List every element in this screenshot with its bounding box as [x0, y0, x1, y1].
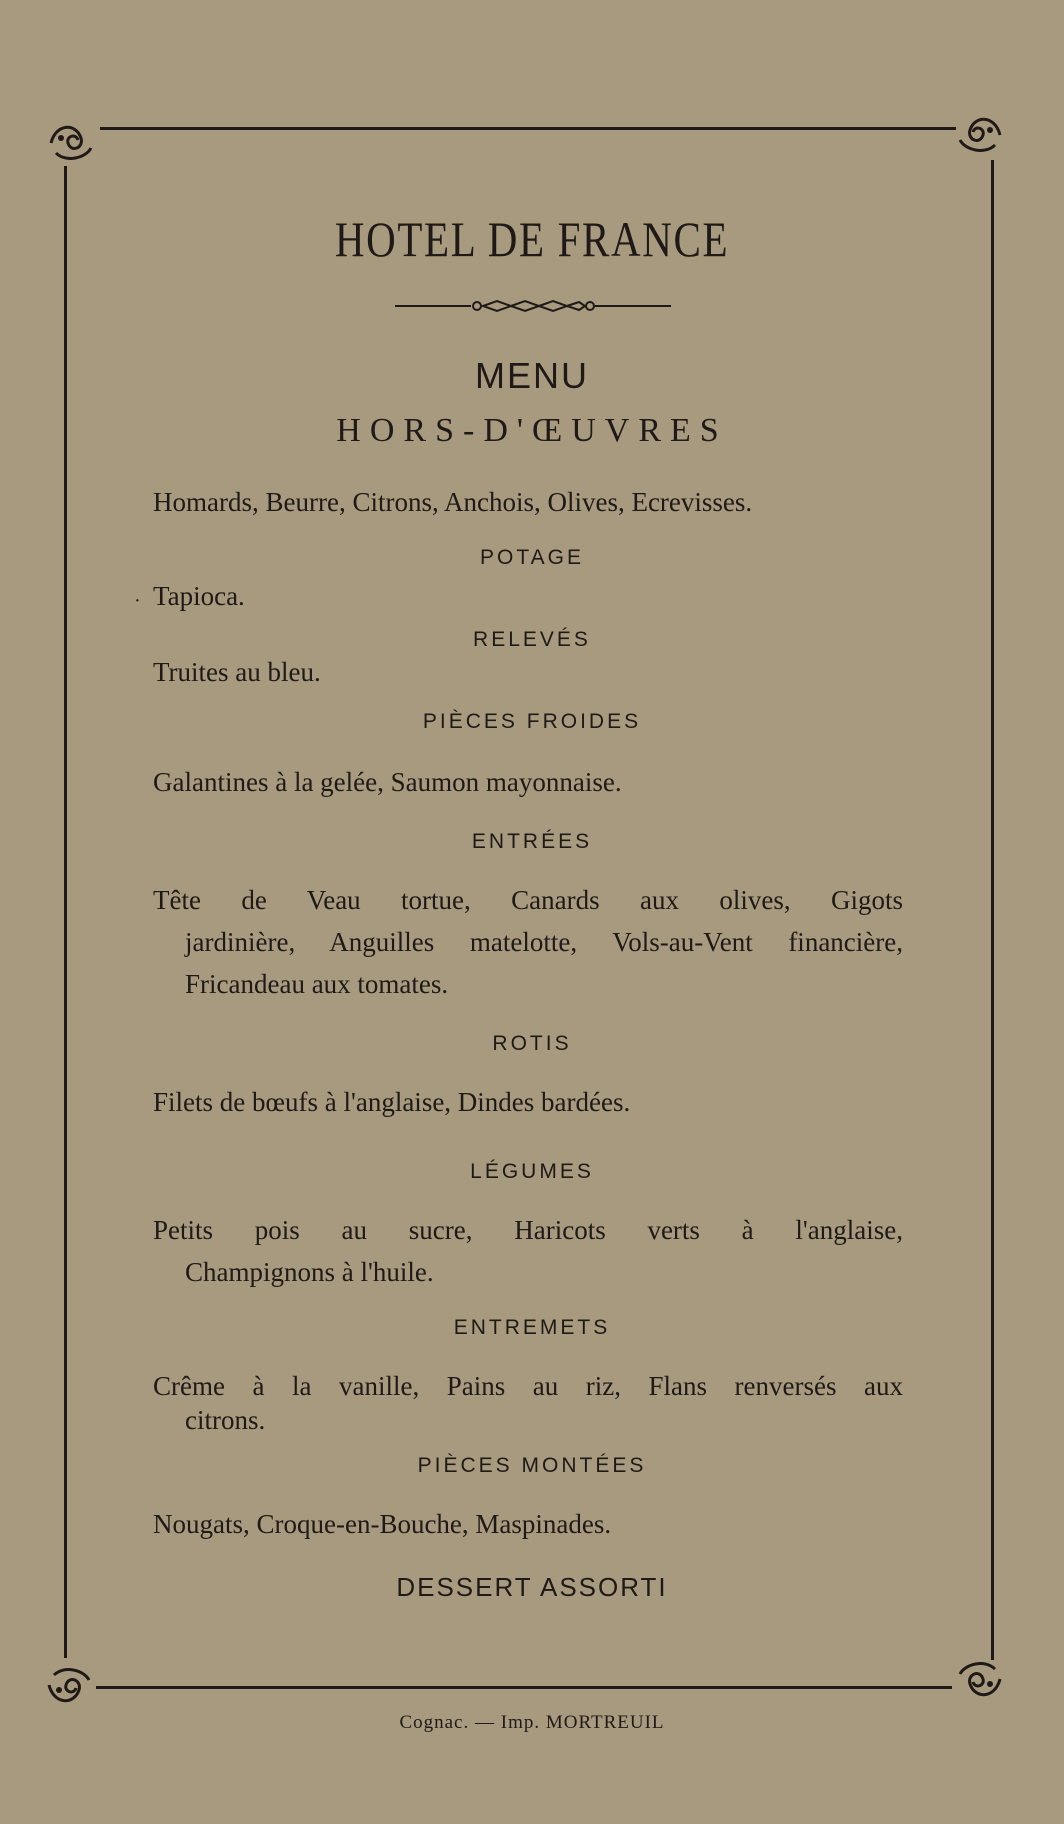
- menu-heading: MENU: [475, 355, 589, 396]
- hotel-title: HOTEL DE FRANCE: [334, 211, 730, 267]
- corner-ornament-icon: [955, 1654, 1005, 1704]
- rotis-items: Filets de bœufs à l'anglaise, Dindes bardées.: [153, 1087, 631, 1117]
- entrees-line: Fricandeau aux tomates.: [185, 969, 449, 999]
- pieces-montees-items: Nougats, Croque-en-Bouche, Maspinades.: [153, 1509, 612, 1539]
- pieces-montees-heading: PIÈCES MONTÉES: [417, 1454, 647, 1477]
- releves-heading: RELEVÉS: [473, 628, 591, 651]
- legumes-line: Champignons à l'huile.: [185, 1257, 434, 1287]
- printer-imprint: Cognac. — Imp. MORTREUIL: [399, 1712, 665, 1733]
- entremets-heading: ENTREMETS: [453, 1316, 611, 1339]
- frame-bottom-rule: [96, 1686, 952, 1689]
- corner-ornament-icon: [44, 1660, 94, 1710]
- stray-mark: ·: [134, 590, 141, 612]
- frame-top-rule: [100, 127, 956, 130]
- entrees-heading: ENTRÉES: [471, 830, 593, 853]
- pieces-froides-items: Galantines à la gelée, Saumon mayonnaise.: [153, 767, 622, 797]
- entremets-line: Crême à la vanille, Pains au riz, Flans renversés aux: [153, 1371, 903, 1401]
- divider-ornament-icon: [393, 296, 673, 316]
- legumes-line: Petits pois au sucre, Haricots verts à l'anglaise,: [153, 1215, 903, 1245]
- corner-ornament-icon: [955, 110, 1005, 160]
- hors-doeuvres-heading: HORS-D'ŒUVRES: [336, 412, 728, 449]
- potage-items: Tapioca.: [153, 581, 245, 611]
- potage-heading: POTAGE: [480, 546, 584, 569]
- rotis-heading: ROTIS: [492, 1032, 572, 1055]
- hors-doeuvres-items: Homards, Beurre, Citrons, Anchois, Olives, Ecrevisses.: [153, 487, 753, 517]
- entrees-line: Tête de Veau tortue, Canards aux olives, Gigots: [153, 885, 903, 915]
- legumes-heading: LÉGUMES: [470, 1160, 594, 1183]
- releves-items: Truites au bleu.: [153, 657, 321, 687]
- entrees-line: jardinière, Anguilles matelotte, Vols-au-Vent financière,: [185, 927, 903, 957]
- corner-ornament-icon: [46, 118, 96, 168]
- dessert-heading: DESSERT ASSORTI: [396, 1572, 668, 1602]
- entremets-line: citrons.: [185, 1405, 266, 1435]
- pieces-froides-heading: PIÈCES FROIDES: [422, 710, 642, 733]
